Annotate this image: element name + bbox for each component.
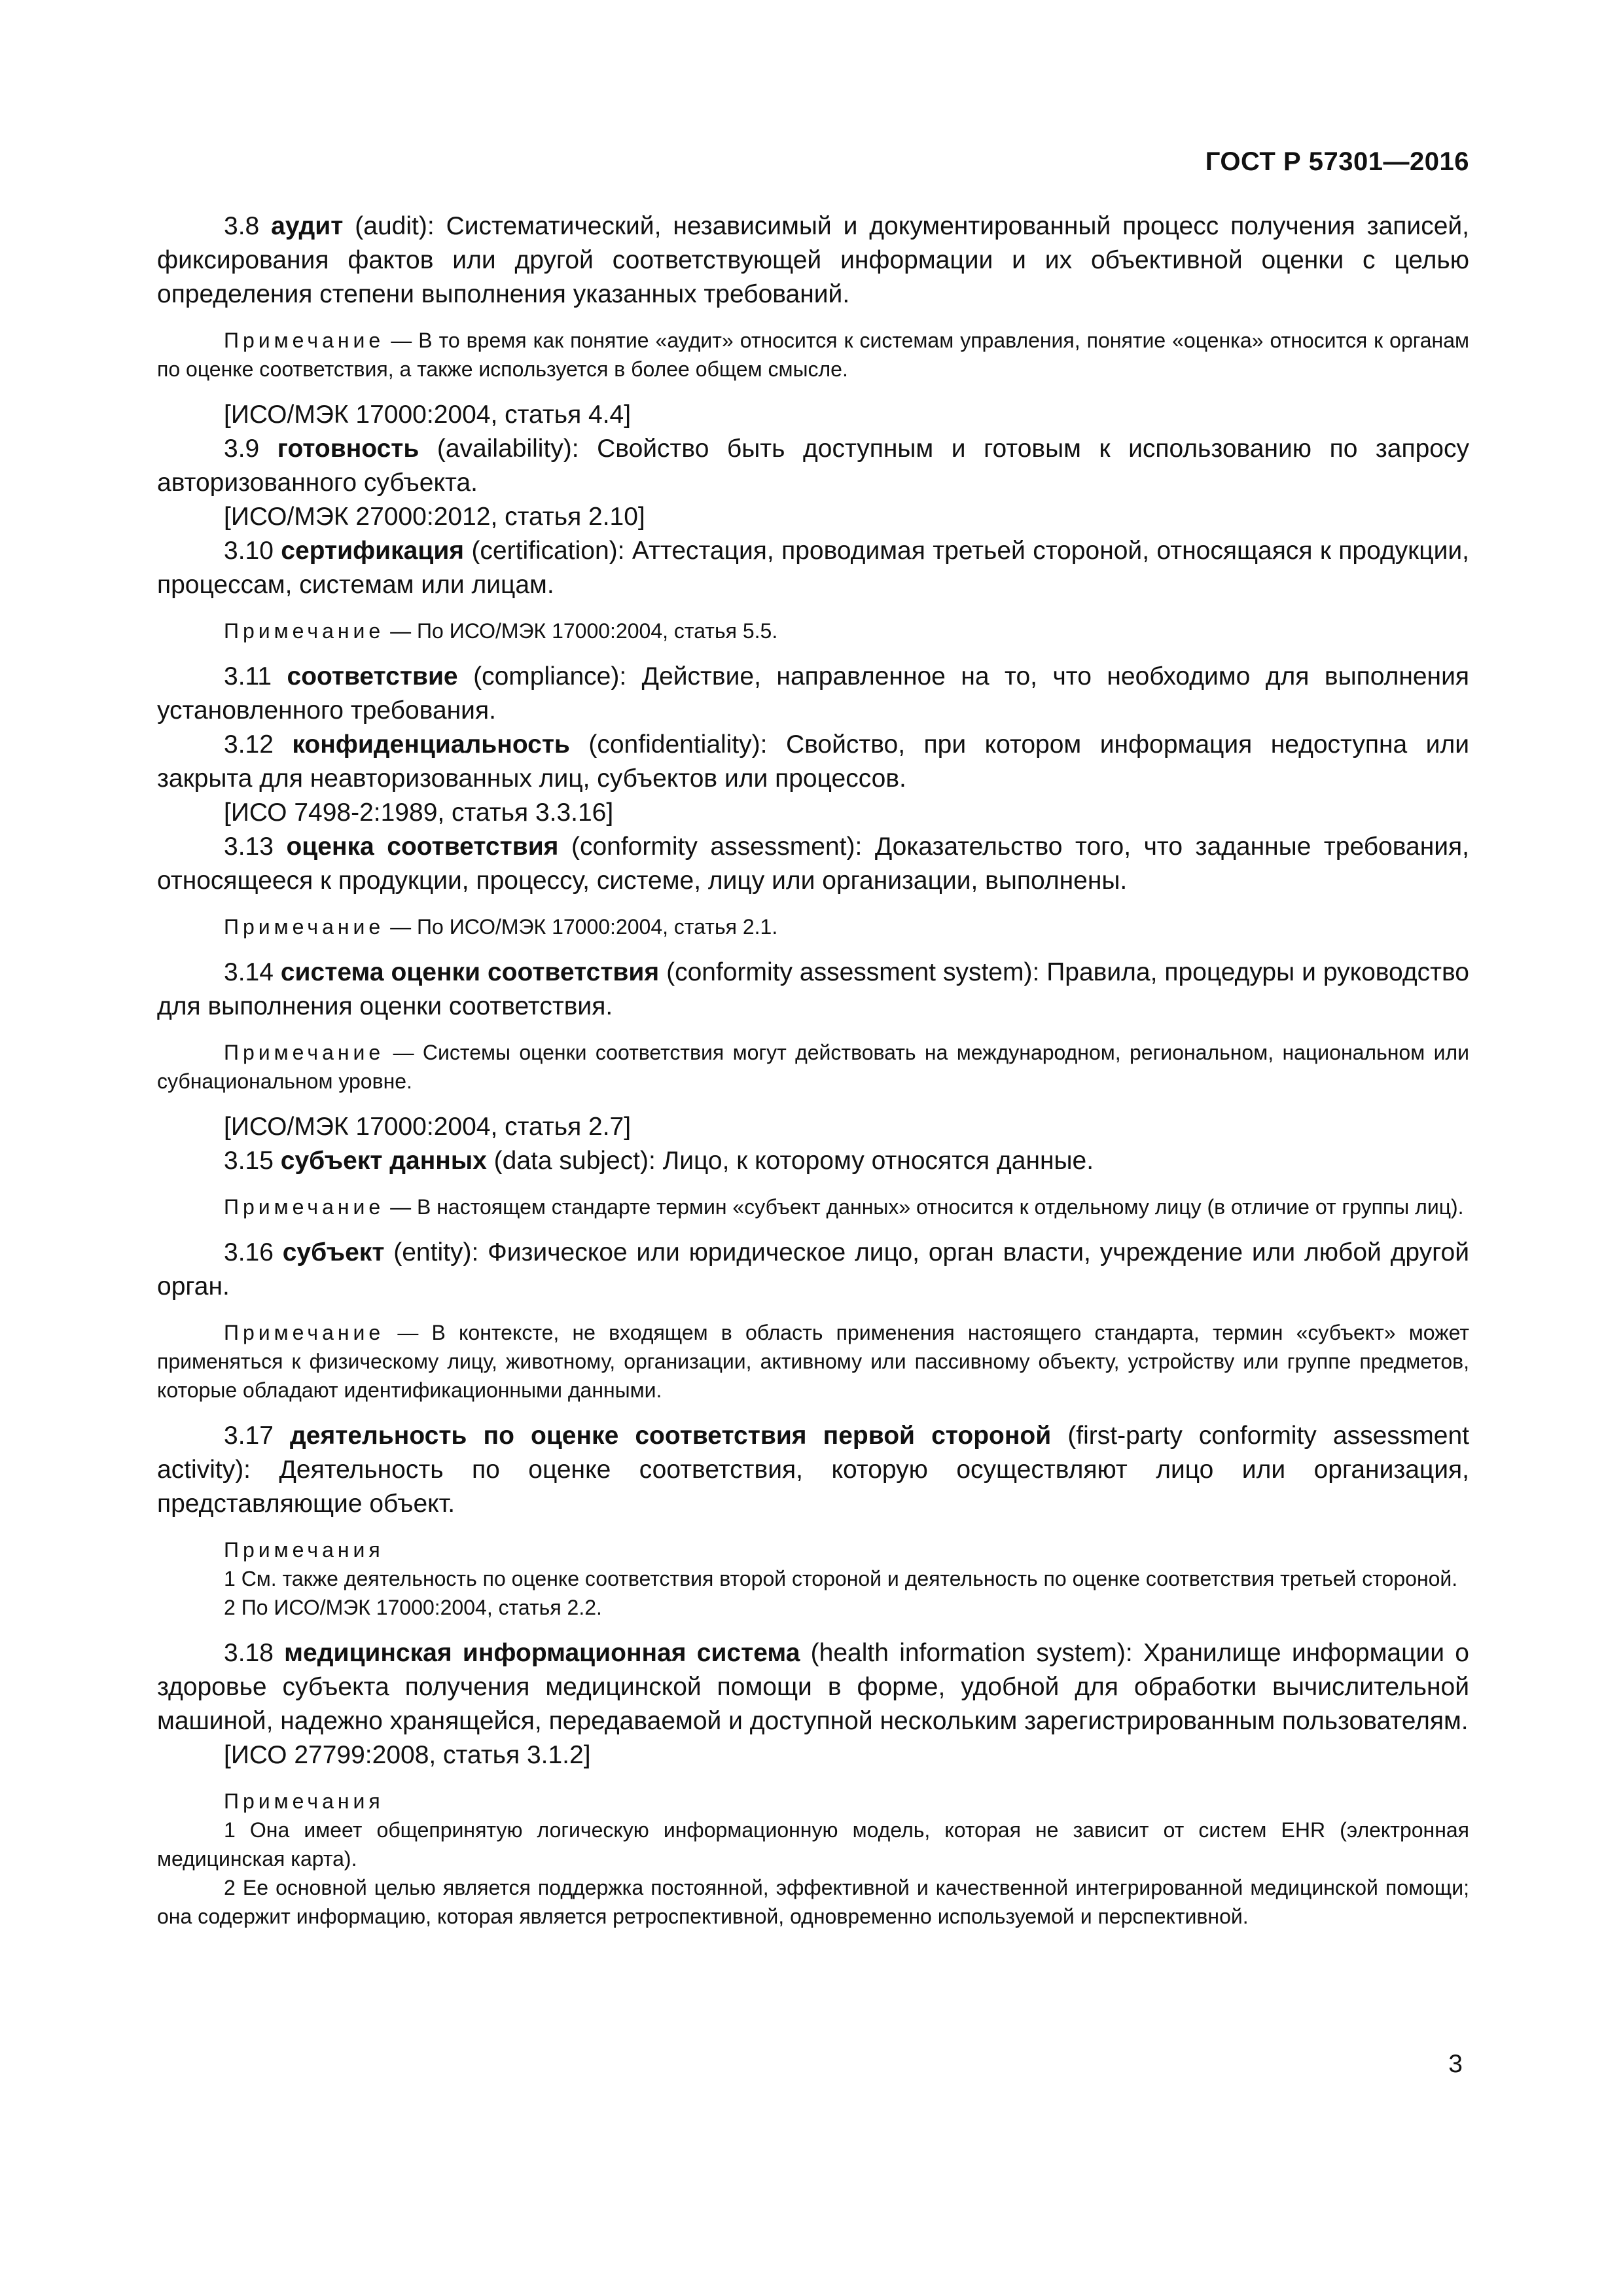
term-name: субъект данных	[280, 1147, 487, 1175]
term-name: конфиденциальность	[292, 730, 570, 759]
term-definition: (compliance): Действие, направленное на то, что необходимо для выполнения установленного требования.	[157, 662, 1469, 725]
term-definition: (first-party conformity assessment activity): Деятельность по оценке соответствия, которую осуществляют лицо или организация, представляющие объект.	[157, 1422, 1469, 1518]
term-entry-3-15	[157, 1144, 1469, 1178]
term-definition: (certification): Аттестация, проводимая третьей стороной, относящаяся к продукции, процессам, системам или лицам.	[157, 537, 1469, 599]
note-3-13	[157, 912, 1469, 941]
term-entry-3-10	[157, 534, 1469, 602]
note-item: 2 Ее основной целью является поддержка постоянной, эффективной и качественной интегрированной медицинской помощи; она содержит информацию, которая является ретроспективной, одновременно используемой и перспективной.	[157, 1876, 1469, 1928]
source-ref-3-18: [ИСО 27799:2008, статья 3.1.2]	[224, 1741, 591, 1769]
term-number: 3.14	[224, 958, 281, 986]
source-ref-3-9: [ИСО/МЭК 27000:2012, статья 2.10]	[224, 503, 645, 531]
note-label: Примечание	[224, 915, 385, 939]
term-entry-3-18	[157, 1636, 1469, 1738]
note-3-10	[157, 617, 1469, 645]
term-number: 3.9	[224, 435, 277, 463]
term-name: сертификация	[281, 537, 465, 565]
term-number: 3.13	[224, 833, 287, 861]
term-number: 3.11	[224, 662, 287, 691]
term-number: 3.8	[224, 212, 272, 240]
term-entry-3-9	[157, 432, 1469, 500]
term-entry-3-17	[157, 1419, 1469, 1521]
term-entry-3-8	[157, 209, 1469, 312]
term-name: деятельность по оценке соответствия первой стороной	[290, 1422, 1052, 1450]
term-name: аудит	[271, 212, 344, 240]
term-number: 3.17	[224, 1422, 291, 1450]
note-item: 1 Она имеет общепринятую логическую информационную модель, которая не зависит от систем EHR (электронная медицинская карта).	[157, 1818, 1469, 1871]
note-text: — В контексте, не входящем в область применения настоящего стандарта, термин «субъект» может применяться к физическому лицу, животному, организации, активному или пассивному объекту, устройству или группе предметов, которые обладают идентификационными данными.	[157, 1321, 1469, 1402]
source-ref-3-12: [ИСО 7498-2:1989, статья 3.3.16]	[224, 798, 614, 827]
note-3-8	[157, 326, 1469, 384]
note-text: — В то время как понятие «аудит» относится к системам управления, понятие «оценка» относится к органам по оценке соответствия, а также используется в более общем смысле.	[157, 329, 1469, 381]
term-number: 3.15	[224, 1147, 281, 1175]
term-number: 3.16	[224, 1238, 283, 1266]
term-definition: (confidentiality): Свойство, при котором информация недоступна или закрыта для неавторизованных лиц, субъектов или процессов.	[157, 730, 1469, 793]
term-entry-3-12	[157, 728, 1469, 796]
note-label: Примечание	[224, 1041, 385, 1064]
note-label: Примечание	[224, 1321, 385, 1344]
note-label: Примечание	[224, 619, 385, 643]
term-entry-3-14	[157, 956, 1469, 1024]
term-entry-3-16	[157, 1236, 1469, 1304]
note-3-14	[157, 1038, 1469, 1096]
note-text: — По ИСО/МЭК 17000:2004, статья 5.5.	[384, 619, 778, 643]
term-entry-3-11	[157, 660, 1469, 728]
term-name: оценка соответствия	[286, 833, 559, 861]
term-name: система оценки соответствия	[280, 958, 660, 986]
term-name: субъект	[282, 1238, 385, 1266]
term-number: 3.10	[224, 537, 281, 565]
page-number: 3	[1448, 2050, 1463, 2078]
term-definition: (entity): Физическое или юридическое лицо, орган власти, учреждение или любой другой орган.	[157, 1238, 1469, 1300]
note-text: — В настоящем стандарте термин «субъект данных» относится к отдельному лицу (в отличие от группы лиц).	[384, 1195, 1464, 1219]
note-label: Примечание	[224, 1195, 385, 1219]
note-item: 2 По ИСО/МЭК 17000:2004, статья 2.2.	[224, 1596, 602, 1619]
note-3-16	[157, 1318, 1469, 1405]
document-code: ГОСТ Р 57301—2016	[1205, 147, 1469, 176]
source-ref-3-8: [ИСО/МЭК 17000:2004, статья 4.4]	[224, 401, 632, 429]
term-number: 3.18	[224, 1639, 285, 1667]
term-definition: (conformity assessment): Доказательство того, что заданные требования, относящееся к продукции, процессу, системе, лицу или организации, выполнены.	[157, 833, 1469, 895]
note-text: — Системы оценки соответствия могут действовать на международном, региональном, национальном или субнациональном уровне.	[157, 1041, 1469, 1093]
source-ref-3-14: [ИСО/МЭК 17000:2004, статья 2.7]	[224, 1113, 632, 1141]
term-definition: (availability): Свойство быть доступным и готовым к использованию по запросу авторизованного субъекта.	[157, 435, 1469, 497]
note-label: Примечание	[224, 329, 385, 352]
term-number: 3.12	[224, 730, 293, 759]
note-text: — По ИСО/МЭК 17000:2004, статья 2.1.	[384, 915, 778, 939]
notes-label-3-17: Примечания	[224, 1538, 384, 1562]
term-entry-3-13	[157, 830, 1469, 898]
term-name: готовность	[277, 435, 419, 463]
term-definition: (health information system): Хранилище информации о здоровье субъекта получения медицинской помощи в форме, удобной для обработки вычислительной машиной, надежно хранящейся, передаваемой и доступной нескольким зарегистрированным пользователям.	[157, 1639, 1469, 1735]
note-3-15	[157, 1193, 1469, 1221]
notes-label-3-18: Примечания	[224, 1789, 384, 1813]
term-name: медицинская информационная система	[284, 1639, 800, 1667]
term-definition: (data subject): Лицо, к которому относятся данные.	[486, 1147, 1094, 1175]
term-definition: (audit): Систематический, независимый и документированный процесс получения записей, фиксирования фактов или другой соответствующей информации и их объективной оценки с целью определения степени выполнения указанных требований.	[157, 212, 1470, 308]
terms-section	[157, 209, 1469, 1931]
note-item: 1 См. также деятельность по оценке соответствия второй стороной и деятельность по оценке соответствия третьей стороной.	[224, 1567, 1458, 1590]
term-name: соответствие	[287, 662, 458, 691]
term-definition: (conformity assessment system): Правила, процедуры и руководство для выполнения оценки соответствия.	[157, 958, 1469, 1020]
